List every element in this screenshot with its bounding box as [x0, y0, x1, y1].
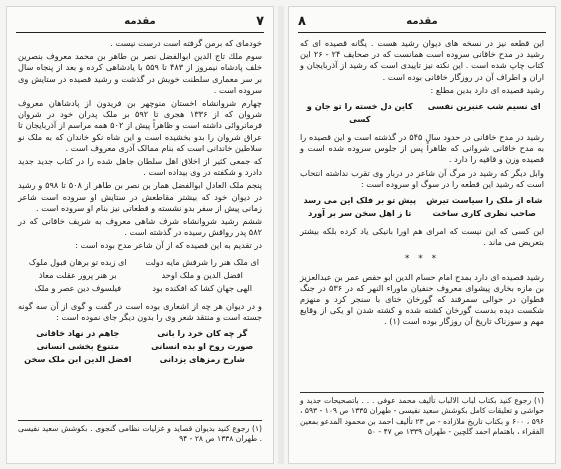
verse-line	[18, 340, 262, 353]
hemistich: ای نسیم شب عنبرین نفسی	[427, 101, 541, 112]
section-divider-stars: * * *	[404, 254, 440, 265]
verse-line	[300, 100, 544, 126]
footnote-rule	[18, 420, 262, 421]
paragraph: پنجم ملک العادل ابوالفضل همار بن نصر بن طاهر از ۵۰۸ تا ۵۹۸ و رشید در دیوان خود که بیشتر مقاطعش در ستایش او سروده است شاعر زمانی پیش از سفر بدو نشسته و قطعاتی نیز بنام او سروده است .	[18, 180, 262, 213]
hemistich: افضل الدین ابن ملک سخن	[24, 354, 132, 365]
verse-line	[18, 282, 262, 295]
left-page-header	[16, 14, 264, 33]
paragraph: ششم رشید شروانشاه شرف شاهی معروف به شریف خاقانی که در ۵۸۲ پدر رواقش رسیده در گذشته است .	[18, 216, 262, 238]
verse-block	[300, 100, 544, 126]
verse-line	[18, 353, 262, 366]
hemistich: شاه از ملک را سیاست تیرش	[426, 195, 543, 206]
paragraph: در تقدیم به این قصیده که از آن شاعر مدح بوده است :	[75, 240, 262, 251]
left-page-number: ۷	[256, 14, 264, 29]
verse-line	[300, 194, 544, 207]
hemistich: جاهم در نهاد خاقانی	[36, 328, 120, 339]
paragraph: رشید قصیده ای دارد بدین مطلع :	[430, 84, 544, 95]
hemistich: پیش تو بر فلک این می رسد	[303, 195, 417, 206]
hemistich: ای ملک هنر را شرفش مایه دولت	[145, 256, 260, 267]
hemistich: صاحب نظری کاری ساخت	[432, 208, 536, 219]
paragraph: رشید در مدح خاقانی در حدود سال ۵۴۵ در گذشته است و این قصیده را به مدح خاقانی شروانی که ظاهراً پس از جلوس سروده شده است و قصیده وزن و قافیه را دارد .	[300, 132, 544, 165]
paragraph: وابل دیگر که رشید در مرگ آن شاعر در دربار وی تقرب نداشته انتحاب است که رشید این قطعه را در سوگ او سروده است :	[300, 167, 544, 189]
hemistich: افضل الدین و ملک اوحد	[161, 269, 243, 280]
hemistich: گر چه کان خرد را بانی	[157, 328, 248, 339]
page-gutter	[278, 6, 284, 464]
verse-line	[18, 327, 262, 340]
verse-block	[300, 194, 544, 220]
hemistich: تا ز اهل سخن سر بر آورد	[308, 208, 412, 219]
right-page	[288, 6, 556, 464]
verse-block	[18, 256, 262, 295]
paragraph: خودمای که برمن گرفته است درست نیست .	[110, 38, 262, 48]
verse-block	[18, 327, 262, 366]
paragraph: رشید قصیده ای دارد بمدح امام حسام الدین ابو حفص عمر بن عبدالعزیز بن مازه بخاری پیشوای معروف حنفیان ماوراء النهر که در ۵۳۶ در جنگ قطوان در حوالی سمرقند که گورخان ختای با سنجر کرد و منهزم شکست دیده بدست گورخان کشته شده و کشته شدن او یکی از وقایع مهم و سوزناک تاریخ آن روزگار بوده است (۱) .	[300, 271, 544, 327]
paragraph: این کسی که این نیست که امرای هم اورا بانیکی یاد کرده بلکه بیشتر بتعریض می ماند .	[300, 226, 544, 248]
right-page-body	[300, 38, 544, 456]
left-page	[6, 6, 274, 464]
left-page-footnote: (۱) رجوع کنید بدیوان قصاید و غزلیات نظامی گنجوی . بکوشش سعید نفیسی . طهران ۱۳۳۸ ص ۲۸ - ۹۴	[18, 424, 262, 444]
hemistich: الهی جهان کشا که افکنده بود	[152, 282, 253, 293]
paragraph: و در دیوان هر چه از اشعاری بوده است در گفت و گوی از آن سه گونه جسته است و منتقد شعر وی را بدون دیگر جای نموده است :	[18, 300, 262, 322]
hemistich: بر هنر پرور عقلت معاذ	[39, 269, 117, 280]
verse-line	[300, 207, 544, 220]
right-page-number: ۸	[298, 14, 306, 29]
paragraph: این قطعه نیز در نسخه های دیوان رشید هست . یگانه قصیده ای که رشید در مدح خاقانی سروده است همانست که در صحایف ۲۴ - ۲۶ این کتاب چاپ شده است . این نکته نیز تاییدی است که رشید از آذربایجان و اران و اطراف آن در روزگار خاقانی بوده است .	[300, 38, 544, 82]
left-page-body	[18, 38, 262, 456]
paragraph: که جمعی کثیر از اخلاق اهل سلطان جاهل شده را در کتاب جدید جدید دادرد و شکفته در وی بیداده است .	[18, 156, 262, 178]
paragraph: سوم ملك تاج الدين ابوالفضل نصر بن طاهر بن محمد معروف بنصرين خلف پادشاه نیمروز از ۴۸۳ تا ۵۵۹ با یادشاهی کرده و بعد از پنجاه سال بر سر معماری سلطنت خویش در گذشت و رشید قصیده در ستایش وی سروده است .	[18, 51, 263, 95]
footnote-rule	[300, 392, 544, 393]
right-page-header	[298, 14, 546, 33]
hemistich: شارح رمزهای یزدانی	[159, 354, 245, 365]
verse-line	[18, 269, 262, 282]
paragraph: چهارم شروانشاه اخستان منوچهر بن فریدون از پادشاهان معروف شروان که از ۱۳۳۶ هجری تا ۵۹۲ بر ملک پدران خود در شروان فرمانروائی داشته است و ظاهراً پیش از ۵۰۲ همه مراسم از آذربایجان تا عراق شروان را بدو بخشیده است و این شاه نکو خاندان که به ملک نو سلاطین خاندانی است که بنام ممالک آذری معروف است .	[18, 98, 262, 153]
hemistich: کاین دل خسته را تو جان و کسی	[306, 101, 413, 125]
right-page-footnote: (۱) رجوع کنید بکتاب لباب الالباب تألیف محمد عوفی . . . باتصحیحات جدید و حواشی و تعلیقات کامل بکوشش سعید نفیسی - طهران ۱۳۳۵ ص ۱۰۹ - ۵۹۳ ، ۵۹۶ ، ۶۰۰ و بکتاب تاریخ ملازاده - ص ۲۳ تألیف احمد بن محمود المدعو بمعین الفقراء ، باهتمام احمد گلچین - طهران ۱۳۳۹ ص ۴۷ - ۵۰	[300, 396, 544, 437]
left-page-header-title: مقدمه	[124, 16, 156, 27]
hemistich: متنوع بخشی انسانی	[36, 341, 119, 352]
right-page-header-title: مقدمه	[406, 16, 438, 27]
verse-line	[18, 256, 262, 269]
hemistich: صورت روح او بده انسانی	[151, 341, 254, 352]
hemistich: ای زبده تو برهان قبول ملوک	[28, 256, 127, 267]
hemistich: فیلسوف دین عصر و ملک	[34, 282, 122, 293]
